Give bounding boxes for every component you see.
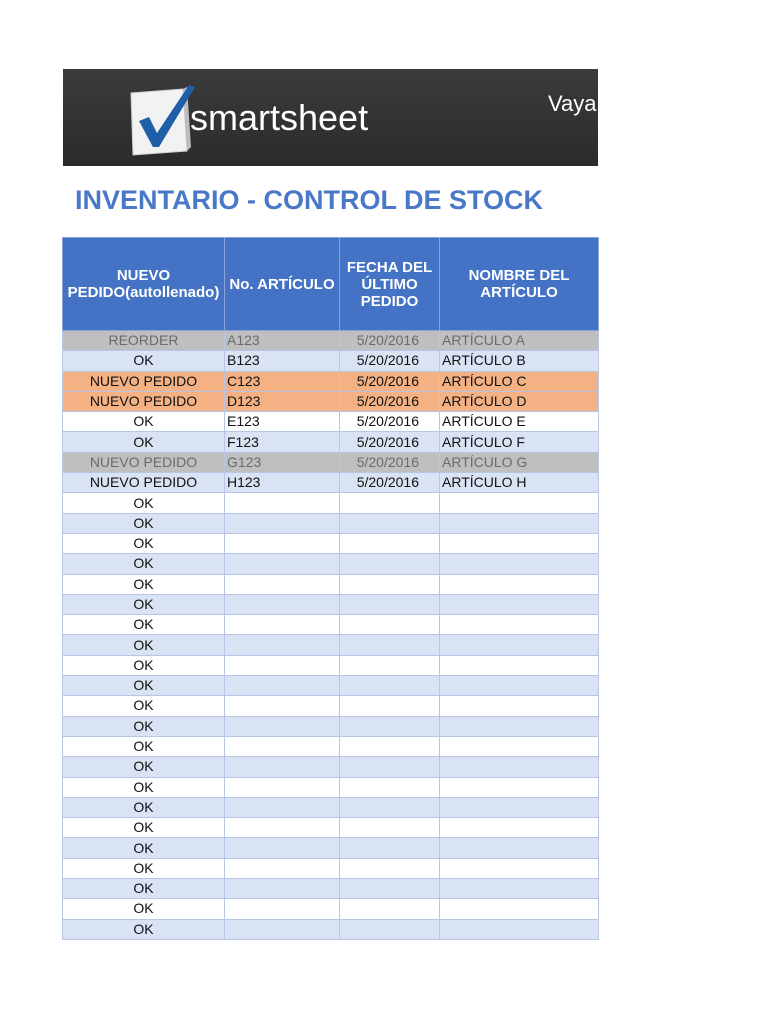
table-row xyxy=(63,635,599,655)
cell-last-order-date[interactable] xyxy=(340,676,440,696)
cell-new-order[interactable]: OK xyxy=(63,757,225,777)
cell-item-number[interactable] xyxy=(225,716,340,736)
cell-item-number[interactable] xyxy=(225,696,340,716)
cell-item-number[interactable] xyxy=(225,797,340,817)
cell-item-name[interactable] xyxy=(440,676,599,696)
inventory-table xyxy=(62,237,599,940)
cell-item-number[interactable] xyxy=(225,513,340,533)
cell-new-order[interactable]: OK xyxy=(63,879,225,899)
cell-new-order[interactable]: OK xyxy=(63,696,225,716)
cell-item-name[interactable] xyxy=(440,879,599,899)
table-row xyxy=(63,858,599,878)
table-row xyxy=(63,757,599,777)
cell-item-number[interactable] xyxy=(225,493,340,513)
table-row xyxy=(63,533,599,553)
cell-item-name[interactable] xyxy=(440,716,599,736)
table-row xyxy=(63,412,599,432)
cell-item-name[interactable]: ARTÍCULO D xyxy=(440,391,599,411)
cell-item-number[interactable] xyxy=(225,655,340,675)
cell-item-number[interactable] xyxy=(225,615,340,635)
table-row xyxy=(63,513,599,533)
cell-new-order[interactable]: NUEVO PEDIDO xyxy=(63,391,225,411)
cell-new-order[interactable]: NUEVO PEDIDO xyxy=(63,371,225,391)
cell-item-number[interactable] xyxy=(225,838,340,858)
cell-new-order[interactable]: OK xyxy=(63,554,225,574)
cell-last-order-date[interactable]: 5/20/2016 xyxy=(340,452,440,472)
cell-item-name[interactable] xyxy=(440,777,599,797)
cell-item-number[interactable]: C123 xyxy=(225,371,340,391)
cell-item-number[interactable]: F123 xyxy=(225,432,340,452)
cell-item-number[interactable]: A123 xyxy=(225,331,340,351)
cell-new-order[interactable]: NUEVO PEDIDO xyxy=(63,473,225,493)
cell-last-order-date[interactable] xyxy=(340,533,440,553)
cell-item-name[interactable]: ARTÍCULO B xyxy=(440,351,599,371)
table-row xyxy=(63,655,599,675)
table-row xyxy=(63,797,599,817)
cell-item-name[interactable]: ARTÍCULO F xyxy=(440,432,599,452)
cell-item-name[interactable] xyxy=(440,533,599,553)
cell-item-name[interactable] xyxy=(440,574,599,594)
cell-last-order-date[interactable]: 5/20/2016 xyxy=(340,432,440,452)
cell-item-name[interactable] xyxy=(440,615,599,635)
cell-last-order-date[interactable] xyxy=(340,615,440,635)
header-last-order-date[interactable]: FECHA DEL ÚLTIMO PEDIDO xyxy=(340,238,440,331)
cell-last-order-date[interactable]: 5/20/2016 xyxy=(340,412,440,432)
cell-item-number[interactable] xyxy=(225,818,340,838)
cell-new-order[interactable]: OK xyxy=(63,838,225,858)
cell-last-order-date[interactable] xyxy=(340,797,440,817)
cell-item-name[interactable] xyxy=(440,736,599,756)
table-row xyxy=(63,919,599,939)
cell-last-order-date[interactable] xyxy=(340,574,440,594)
cell-last-order-date[interactable] xyxy=(340,879,440,899)
cell-item-name[interactable] xyxy=(440,635,599,655)
cell-last-order-date[interactable] xyxy=(340,736,440,756)
cell-item-name[interactable]: ARTÍCULO H xyxy=(440,473,599,493)
cell-item-number[interactable] xyxy=(225,879,340,899)
cell-last-order-date[interactable] xyxy=(340,655,440,675)
cell-new-order[interactable]: OK xyxy=(63,797,225,817)
cell-new-order[interactable]: OK xyxy=(63,655,225,675)
smartsheet-banner[interactable] xyxy=(63,69,598,166)
cell-item-number[interactable] xyxy=(225,533,340,553)
table-row xyxy=(63,391,599,411)
cell-item-name[interactable] xyxy=(440,757,599,777)
cell-item-name[interactable] xyxy=(440,554,599,574)
cell-last-order-date[interactable] xyxy=(340,777,440,797)
cell-item-name[interactable] xyxy=(440,838,599,858)
cell-new-order[interactable]: OK xyxy=(63,818,225,838)
cell-last-order-date[interactable] xyxy=(340,594,440,614)
header-item-name[interactable]: NOMBRE DEL ARTÍCULO xyxy=(440,238,599,331)
cell-new-order[interactable]: OK xyxy=(63,594,225,614)
cell-item-name[interactable]: ARTÍCULO E xyxy=(440,412,599,432)
cell-last-order-date[interactable] xyxy=(340,554,440,574)
cell-last-order-date[interactable]: 5/20/2016 xyxy=(340,351,440,371)
cell-new-order[interactable]: OK xyxy=(63,533,225,553)
cell-item-name[interactable] xyxy=(440,919,599,939)
table-row xyxy=(63,432,599,452)
cell-new-order[interactable]: OK xyxy=(63,412,225,432)
cell-item-number[interactable]: D123 xyxy=(225,391,340,411)
cell-last-order-date[interactable] xyxy=(340,838,440,858)
table-row xyxy=(63,838,599,858)
cell-item-number[interactable] xyxy=(225,899,340,919)
cell-new-order[interactable]: OK xyxy=(63,736,225,756)
cell-new-order[interactable]: OK xyxy=(63,493,225,513)
cell-item-number[interactable]: G123 xyxy=(225,452,340,472)
cell-item-name[interactable] xyxy=(440,696,599,716)
cell-item-name[interactable] xyxy=(440,655,599,675)
cell-item-number[interactable] xyxy=(225,635,340,655)
cell-item-number[interactable] xyxy=(225,757,340,777)
table-row xyxy=(63,879,599,899)
cell-item-name[interactable] xyxy=(440,594,599,614)
cell-new-order[interactable]: OK xyxy=(63,574,225,594)
table-row xyxy=(63,452,599,472)
cell-new-order[interactable]: OK xyxy=(63,716,225,736)
cell-item-number[interactable] xyxy=(225,919,340,939)
cell-item-number[interactable]: E123 xyxy=(225,412,340,432)
cell-last-order-date[interactable]: 5/20/2016 xyxy=(340,473,440,493)
table-header-row xyxy=(63,238,599,331)
cell-item-name[interactable]: ARTÍCULO G xyxy=(440,452,599,472)
cell-last-order-date[interactable] xyxy=(340,858,440,878)
cell-item-name[interactable]: ARTÍCULO C xyxy=(440,371,599,391)
cell-new-order[interactable]: OK xyxy=(63,635,225,655)
brand-word-smart: smart xyxy=(190,97,280,138)
cell-new-order[interactable]: OK xyxy=(63,899,225,919)
page-title: INVENTARIO - CONTROL DE STOCK xyxy=(75,185,544,215)
cell-item-number[interactable] xyxy=(225,736,340,756)
cell-last-order-date[interactable] xyxy=(340,513,440,533)
table-row xyxy=(63,676,599,696)
table-row xyxy=(63,899,599,919)
table-row xyxy=(63,736,599,756)
cell-new-order[interactable]: OK xyxy=(63,351,225,371)
header-item-number[interactable]: No. ARTÍCULO xyxy=(225,238,340,331)
cell-last-order-date[interactable]: 5/20/2016 xyxy=(340,371,440,391)
cell-item-name[interactable] xyxy=(440,858,599,878)
table-row xyxy=(63,594,599,614)
cta-text[interactable]: Vaya xyxy=(548,91,597,116)
cell-item-number[interactable] xyxy=(225,594,340,614)
table-row xyxy=(63,331,599,351)
table-body xyxy=(63,331,599,940)
cell-item-name[interactable] xyxy=(440,899,599,919)
cell-item-number[interactable] xyxy=(225,858,340,878)
table-row xyxy=(63,473,599,493)
table-row xyxy=(63,371,599,391)
cell-new-order[interactable]: NUEVO PEDIDO xyxy=(63,452,225,472)
cell-new-order[interactable]: OK xyxy=(63,777,225,797)
checkmark-logo-icon xyxy=(129,83,199,157)
cell-new-order[interactable]: OK xyxy=(63,676,225,696)
cell-last-order-date[interactable] xyxy=(340,899,440,919)
header-new-order[interactable]: NUEVO PEDIDO(autollenado) xyxy=(63,238,225,331)
cell-new-order[interactable]: OK xyxy=(63,919,225,939)
cell-last-order-date[interactable]: 5/20/2016 xyxy=(340,391,440,411)
cell-new-order[interactable]: OK xyxy=(63,513,225,533)
cell-item-number[interactable] xyxy=(225,676,340,696)
cell-item-name[interactable]: ARTÍCULO A xyxy=(440,331,599,351)
table-row xyxy=(63,696,599,716)
cell-last-order-date[interactable]: 5/20/2016 xyxy=(340,331,440,351)
table-row xyxy=(63,493,599,513)
cell-new-order[interactable]: REORDER xyxy=(63,331,225,351)
cell-new-order[interactable]: OK xyxy=(63,858,225,878)
cell-item-number[interactable] xyxy=(225,554,340,574)
table-row xyxy=(63,615,599,635)
cell-last-order-date[interactable] xyxy=(340,818,440,838)
cell-item-number[interactable] xyxy=(225,574,340,594)
cell-item-number[interactable] xyxy=(225,777,340,797)
table-row xyxy=(63,818,599,838)
cell-last-order-date[interactable] xyxy=(340,757,440,777)
cell-last-order-date[interactable] xyxy=(340,493,440,513)
cell-item-name[interactable] xyxy=(440,493,599,513)
cell-new-order[interactable]: OK xyxy=(63,432,225,452)
table-row xyxy=(63,574,599,594)
cell-last-order-date[interactable] xyxy=(340,919,440,939)
cell-last-order-date[interactable] xyxy=(340,696,440,716)
table-row xyxy=(63,716,599,736)
cell-item-number[interactable]: H123 xyxy=(225,473,340,493)
cell-item-number[interactable]: B123 xyxy=(225,351,340,371)
brand-wordmark xyxy=(190,97,368,139)
cell-new-order[interactable]: OK xyxy=(63,615,225,635)
cell-item-name[interactable] xyxy=(440,513,599,533)
brand-word-sheet: sheet xyxy=(280,97,369,138)
cell-item-name[interactable] xyxy=(440,818,599,838)
cell-item-name[interactable] xyxy=(440,797,599,817)
table-row xyxy=(63,777,599,797)
table-row xyxy=(63,351,599,371)
cell-last-order-date[interactable] xyxy=(340,635,440,655)
table-row xyxy=(63,554,599,574)
cell-last-order-date[interactable] xyxy=(340,716,440,736)
